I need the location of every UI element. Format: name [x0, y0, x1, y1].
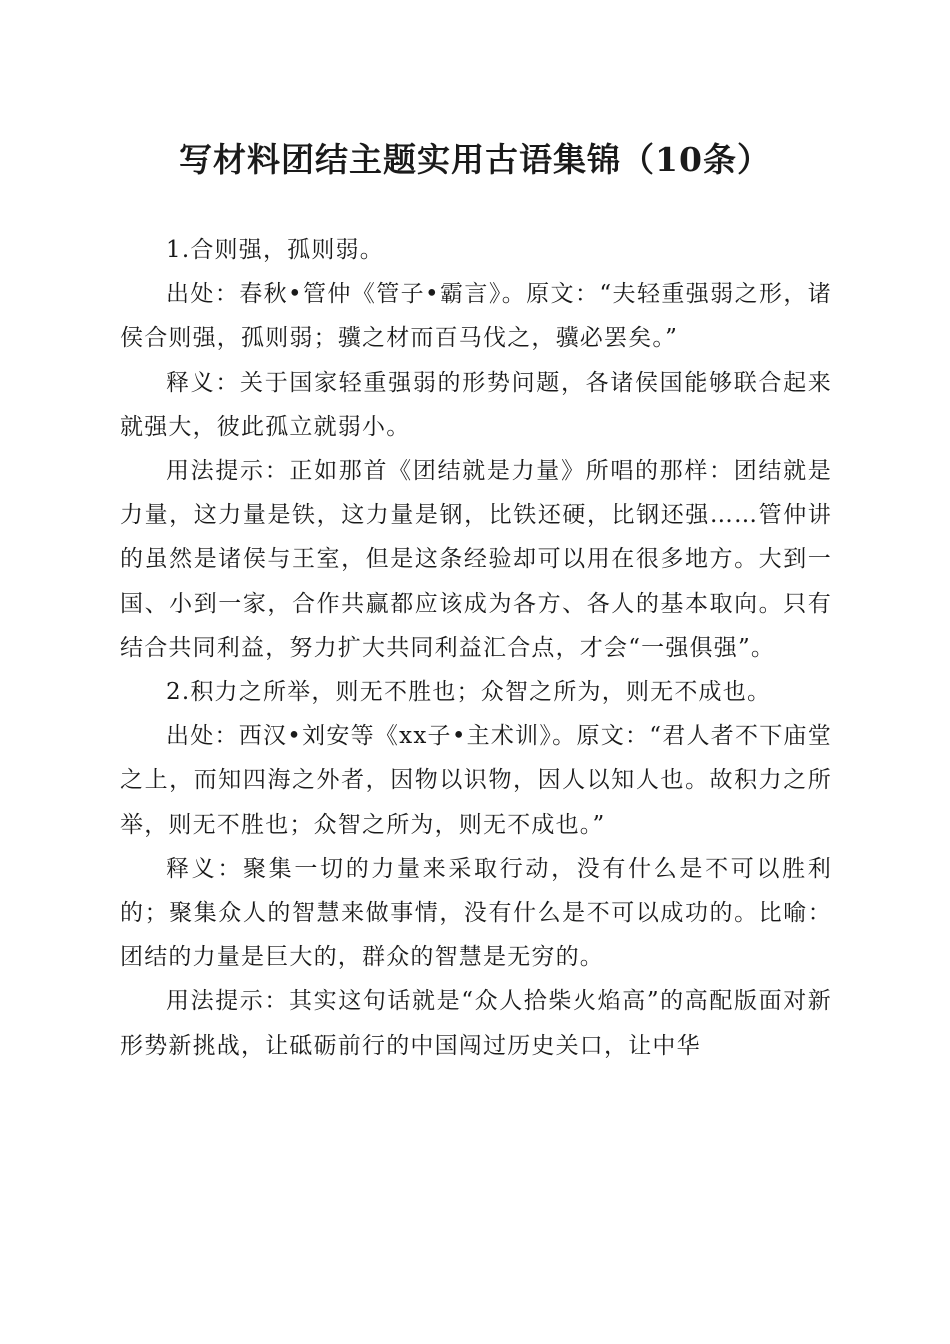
paragraph-item-2-source: 出处：西汉•刘安等《xx子•主术训》。原文：“君人者不下庙堂之上，而知四海之外者，因物以识物，因人以知人也。故积力之所举，则无不胜也；众智之所为，则无不成也。”: [120, 723, 832, 838]
paragraph-item-2-usage: 用法提示：其实这句话就是“众人拾柴火焰高”的高配版面对新形势新挑战，让砥砺前行的中国闯过历史关口，让中华: [120, 988, 832, 1059]
document-body: [120, 228, 832, 1068]
paragraph-item-1-source: 出处：春秋•管仲《管子•霸言》。原文：“夫轻重强弱之形，诸侯合则强，孤则弱；骥之材而百马伐之，骥必罢矣。”: [120, 281, 832, 352]
document-title: 写材料团结主题实用古语集锦（10条）: [179, 140, 771, 179]
paragraph-item-2-meaning: 释义：聚集一切的力量来采取行动，没有什么是不可以胜利的；聚集众人的智慧来做事情，没有什么是不可以成功的。比喻：团结的力量是巨大的，群众的智慧是无穷的。: [120, 855, 832, 971]
paragraph-item-1-heading: 1.合则强，孤则弱。: [166, 237, 384, 263]
paragraph-item-1-meaning: 释义：关于国家轻重强弱的形势问题，各诸侯国能够联合起来就强大，彼此孤立就弱小。: [120, 369, 832, 440]
paragraph-item-1-usage: 用法提示：正如那首《团结就是力量》所唱的那样：团结就是力量，这力量是铁，这力量是钢，比铁还硬，比钢还强……管仲讲的虽然是诸侯与王室，但是这条经验却可以用在很多地方。大到一国、小到一家，合作共赢都应该成为各方、各人的基本取向。只有结合共同利益，努力扩大共同利益汇合点，才会“一强俱强”。: [120, 458, 832, 661]
paragraph-item-2-heading: 2.积力之所举，则无不胜也；众智之所为，则无不成也。: [166, 679, 772, 706]
